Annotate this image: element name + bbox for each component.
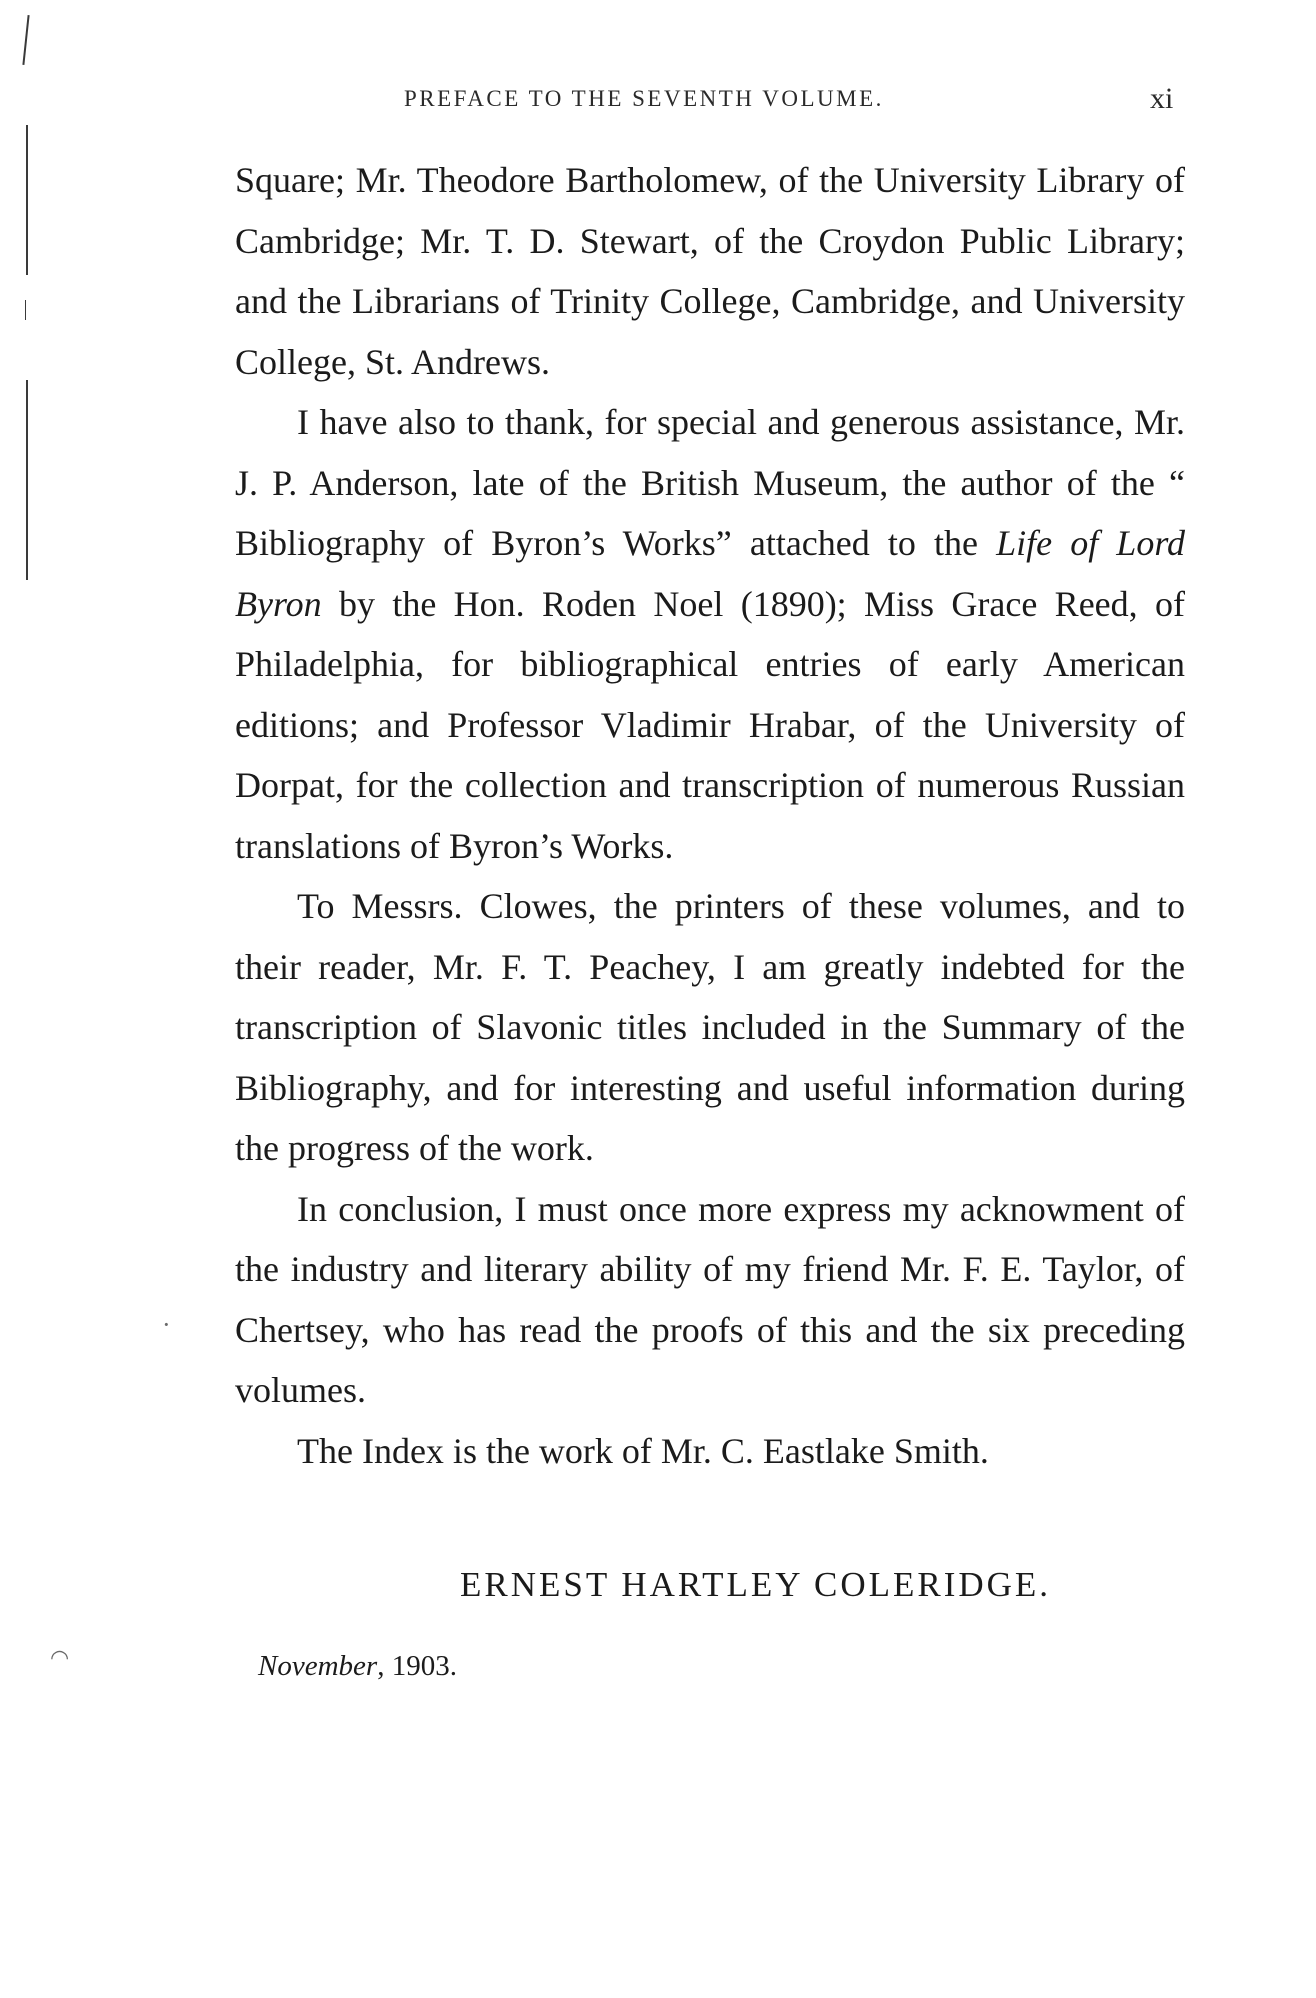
scan-edge-mark xyxy=(22,15,29,65)
scan-edge-mark xyxy=(25,300,26,320)
date-line xyxy=(258,1650,457,1683)
running-head: PREFACE TO THE SEVENTH VOLUME. xyxy=(404,86,884,111)
paragraph-2-text-a: I have also to thank, for special and generous assistance, Mr. J. P. Anderson, late of the British Museum, the author of the “ Bibliography of Byron’s Works” attached to the xyxy=(235,402,1185,563)
paragraph-3: To Messrs. Clowes, the printers of these volumes, and to their reader, Mr. F. T. Peachey, I am greatly indebted for the transcription of Slavonic titles included in the Summary of the Bibliography, and for interesting and useful information during the progress of the work. xyxy=(235,886,1185,1168)
paragraph-2 xyxy=(235,392,1185,876)
scan-speck: · xyxy=(162,1310,171,1339)
scan-edge-mark xyxy=(26,380,28,580)
author-signature: ERNEST HARTLEY COLERIDGE. xyxy=(460,1565,1052,1604)
scan-speck: ◠ xyxy=(50,1645,70,1670)
scan-edge-mark xyxy=(26,125,28,275)
book-title: Life of Lord Byron xyxy=(235,523,1185,624)
main-text xyxy=(235,150,1185,1481)
page-number: xi xyxy=(1150,82,1174,115)
paragraph-5: The Index is the work of Mr. C. Eastlake Smith. xyxy=(297,1430,989,1471)
paragraph-4: In conclusion, I must once more express my acknowment of the industry and literary ability of my friend Mr. F. E. Taylor, of Chertsey, who has read the proofs of this and the six preceding volumes. xyxy=(235,1188,1185,1410)
paragraph-2-text-b: by the Hon. Roden Noel (1890); Miss Grace Reed, of Philadelphia, for bibliographical entries of early American editions; and Professor Vladimir Hrabar, of the University of Dorpat, for the collection and transcription of numerous Russian translations of Byron’s Works. xyxy=(235,583,1185,866)
date-month: November xyxy=(258,1650,378,1682)
date-year: , 1903. xyxy=(377,1650,457,1682)
paragraph-1: Square; Mr. Theodore Bartholomew, of the University Library of Cambridge; Mr. T. D. Stewart, of the Croydon Public Library; and the Librarians of Trinity College, Cambridge, and University College, St. Andrews. xyxy=(235,160,1185,382)
